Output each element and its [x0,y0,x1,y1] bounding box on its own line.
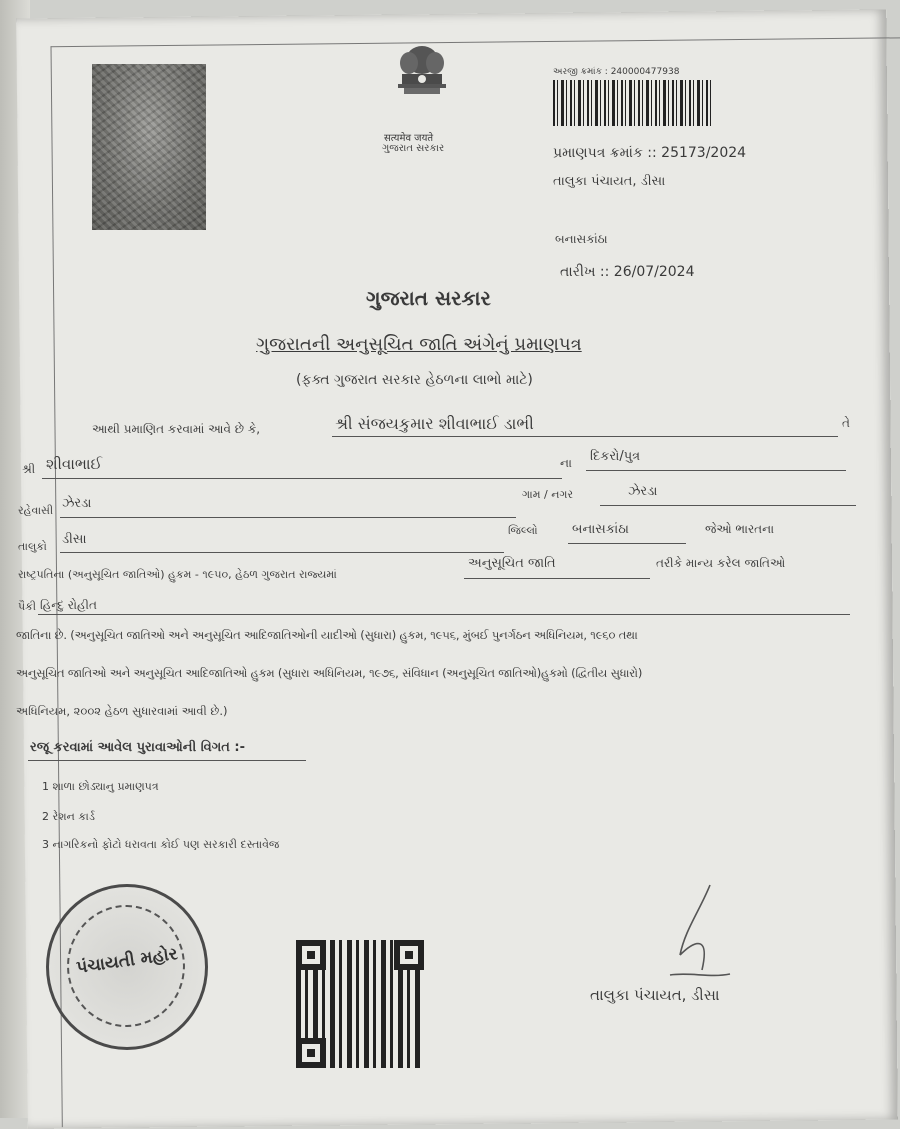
application-number: અરજી ક્રમાંક : 240000477938 [553,67,680,77]
qr-code [296,940,424,1068]
holder-name: શ્રી સંજયકુમાર શીવાભાઈ ડાભી [335,414,534,433]
official-seal-stamp [46,884,208,1050]
issuing-office: તાલુકા પંચાયત, ડીસા [553,174,666,189]
relation: દિકરો/પુત્ર [590,449,641,464]
certificate-title: ગુજરાતની અનુસૂચિત જાતિ અંગેનું પ્રમાણપત્ર [256,334,582,355]
village-label: ગામ / નગર [522,488,574,501]
resident-underline [60,517,516,518]
evidence-heading: રજૂ કરવામાં આવેલ પુરાવાઓની વિગત :- [30,740,245,755]
emblem-govt-label: ગુજરાત સરકાર [382,143,445,154]
legal-paragraph-line-2: અનુસૂચિત જાતિઓ અને અનુસૂચિત આદિજાતિઓ હુકમ (સુધારા અધિનિયમ, ૧૯૭૬, સંવિધાન (અનુસૂચિત જાતિઓ)હુકમો (દ્વિતીય સુધારો) [16,666,643,680]
intro-text: આથી પ્રમાણિત કરવામાં આવે છે કે, [92,422,261,436]
na-label: ના [560,456,572,470]
header-district: બનાસકાંઠા [555,232,608,246]
emblem-motto: सत्यमेव जयते [384,133,434,144]
evidence-item: 3 નાગરિકનો ફોટો ધરાવતા કોઈ પણ સરકારી દસ્તાવેજ [42,838,280,851]
district-label: જિલ્લો [508,524,538,537]
signature [640,880,740,990]
district-value: બનાસકાંઠા [572,522,629,537]
recognized-text: તરીકે માન્ય કરેલ જાતિઓ [656,556,786,570]
seal-text: પંચાયતી મહોર [75,944,179,978]
category-value: અનુસૂચિત જાતિ [468,556,556,571]
father-name: શીવાભાઈ [46,455,103,473]
ashoka-emblem-icon [382,38,462,128]
evidence-item: 1 શાળા છોડ્યાનુ પ્રમાણપત્ર [42,780,159,793]
village-value: ઝેરડા [628,484,658,499]
presidential-order-text: રાષ્ટ્રપતિના (અનુસૂચિત જાતિઓ) હુકમ - ૧૯૫૦, હેઠળ ગુજરાત રાજ્યમાં [18,568,337,581]
taluka-label: તાલુકો [18,540,47,553]
te-label: તે [842,416,850,430]
barcode [553,80,713,126]
who-india-text: જેઓ ભારતના [705,522,775,536]
relation-underline [586,470,846,471]
certificate-subtitle: (ફક્ત ગુજરાત સરકાર હેઠળના લાભો માટે) [296,372,533,388]
legal-paragraph-line-3: અધિનિયમ, ૨૦૦૨ હેઠળ સુધારવામાં આવી છે.) [16,704,228,718]
caste-prefix: પૈકી [18,600,37,613]
father-underline [42,478,562,479]
government-title: ગુજરાત સરકાર [366,286,491,310]
applicant-photo [92,64,206,230]
evidence-item: 2 રેશન કાર્ડ [42,810,95,823]
shri-label: શ્રી [22,462,36,476]
resident-label: રહેવાસી [18,504,54,517]
caste-underline [38,614,850,615]
resident-value: ઝેરડા [62,496,92,511]
taluka-underline [60,552,504,553]
district-underline [568,543,686,544]
certificate-date: તારીખ :: 26/07/2024 [560,264,695,280]
caste-value: હિન્દુ રોહીત [40,598,97,612]
certificate-number: પ્રમાણપત્ર ક્રમાંક :: 25173/2024 [553,145,747,161]
taluka-value: ડીસા [62,532,87,547]
village-underline [600,505,856,506]
evidence-heading-underline [28,760,306,761]
signatory-office: તાલુકા પંચાયત, ડીસા [590,986,720,1004]
name-underline [332,436,838,437]
legal-paragraph-line-1: જાતિના છે. (અનુસૂચિત જાતિઓ અને અનુસૂચિત આદિજાતિઓની યાદીઓ (સુધારા) હુકમ, ૧૯૫૬, મુંબઈ પુનર્ગઠન અધિનિયમ, ૧૯૬૦ તથા [16,628,638,642]
category-underline [464,578,650,579]
